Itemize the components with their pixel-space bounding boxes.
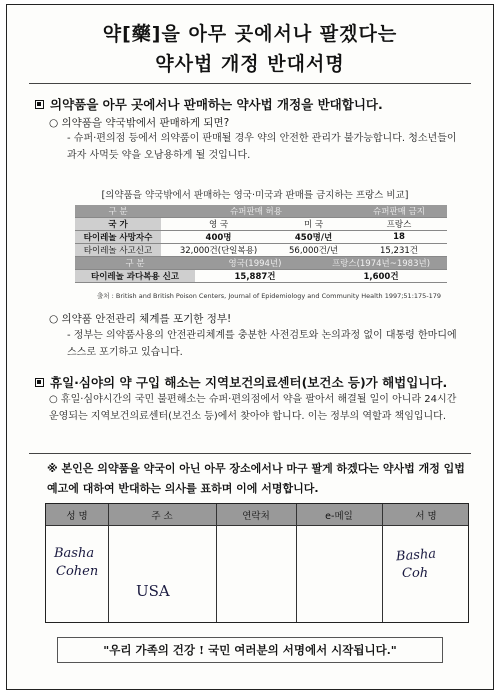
table-cell: 15,887건 — [195, 270, 315, 283]
consent-notice: ※ 본인은 의약품을 약국이 아닌 아무 장소에서나 마구 팔게 하겠다는 약사법 개정 입법예고에 대하여 반대하는 의사를 표하며 이에 서명합니다. — [47, 462, 465, 495]
table-cell: 타이레놀 사망자수 — [75, 231, 161, 244]
table-cell: 영 국 — [161, 218, 276, 231]
square-bullet-icon — [35, 100, 44, 109]
table-cell: 32,000건(단일복용) — [161, 244, 276, 257]
comparison-table-2 — [75, 257, 447, 283]
handwritten-name-line1: Basha — [54, 546, 95, 561]
table-header-cell: 슈퍼판매 허용 — [161, 205, 351, 218]
table-cell: 타이레놀 사고신고 — [75, 244, 161, 257]
handwritten-signature-line2: Coh — [402, 566, 429, 581]
table-header-row — [75, 257, 447, 270]
table-cell: 400명 — [161, 231, 276, 244]
table-header-cell: 구 분 — [75, 257, 195, 270]
handwritten-signature-line1: Basha — [395, 546, 437, 565]
header-name: 성 명 — [66, 511, 88, 522]
table-header-row — [75, 205, 447, 218]
petition-page — [6, 4, 494, 690]
section1-heading: 의약품을 아무 곳에서나 판매하는 약사법 개정을 반대합니다. — [35, 95, 473, 113]
table-cell: 프랑스 — [351, 218, 447, 231]
handwritten-name-line2: Cohen — [56, 564, 99, 579]
table-cell: 타이레놀 과다복용 신고 — [75, 270, 195, 283]
table-cell: 450명/년 — [276, 231, 351, 244]
title-divider — [29, 83, 471, 84]
handwritten-address: USA — [136, 582, 170, 600]
table-header-cell: 구 분 — [75, 205, 161, 218]
table-cell: 1,600건 — [315, 270, 447, 283]
header-address: 주 소 — [151, 511, 173, 522]
section1b-bullet: - 정부는 의약품사용의 안전관리체계를 충분한 사전검토와 논의과정 없이 대통령 한마디에 스스로 포기하고 있습니다. — [67, 330, 457, 358]
section2-bullet: ○ 휴일·심야시간의 국민 불편해소는 슈퍼·편의점에서 약을 팔아서 해결될 일이 아니라 24시간 운영되는 지역보건의료센터(보건소 등)에서 찾아야 합니다. 이는 정부의 역할과 책임입니다. — [49, 394, 457, 422]
table-row — [75, 218, 447, 231]
section1-bullet: - 슈퍼·편의점 등에서 의약품이 판매될 경우 약의 안전한 관리가 불가능합니다. 청소년들이 과자 사먹듯 약을 오남용하게 될 것입니다. — [67, 133, 457, 161]
section1b-question: ○ 의약품 안전관리 체계를 포기한 정부! — [49, 313, 232, 325]
table-row — [75, 244, 447, 257]
notice-divider — [29, 453, 471, 454]
header-contact: 연락처 — [242, 511, 270, 522]
source-note: 출처 : British and British Poison Centers, Journal of Epidemiology and Community Health 1997;51:175-179 — [97, 292, 442, 300]
header-signature: 서 명 — [415, 511, 437, 522]
table-header-cell: 프랑스(1974년~1983년) — [315, 257, 447, 270]
comparison-table-1 — [75, 205, 447, 257]
section1-question: ○ 의약품을 약국밖에서 판매하게 되면? — [49, 117, 230, 129]
page-title-line2: 약사법 개정 반대서명 — [155, 53, 345, 75]
table-cell: 15,231건 — [351, 244, 447, 257]
footer-slogan: "우리 가족의 건강 ! 국민 여러분의 서명에서 시작됩니다." — [57, 637, 443, 663]
table-cell: 미 국 — [276, 218, 351, 231]
table-cell: 56,000건/년 — [276, 244, 351, 257]
table-cell: 국 가 — [75, 218, 161, 231]
table-header-cell: 슈퍼판매 금지 — [351, 205, 447, 218]
signature-table — [45, 503, 469, 623]
square-bullet-icon — [35, 378, 44, 387]
table-row — [75, 270, 447, 283]
table-header-cell: 영국(1994년) — [195, 257, 315, 270]
section2-heading: 휴일·심야의 약 구입 해소는 지역보건의료센터(보건소 등)가 해법입니다. — [35, 373, 473, 391]
header-email: e-메일 — [325, 511, 353, 522]
comparison-title: [의약품을 약국밖에서 판매하는 영국·미국과 판매를 금지하는 프랑스 비교] — [101, 190, 409, 201]
page-title-line1: 약[藥]을 아무 곳에서나 팔겠다는 — [102, 23, 398, 45]
table-row — [75, 231, 447, 244]
table-cell: 18 — [351, 231, 447, 244]
